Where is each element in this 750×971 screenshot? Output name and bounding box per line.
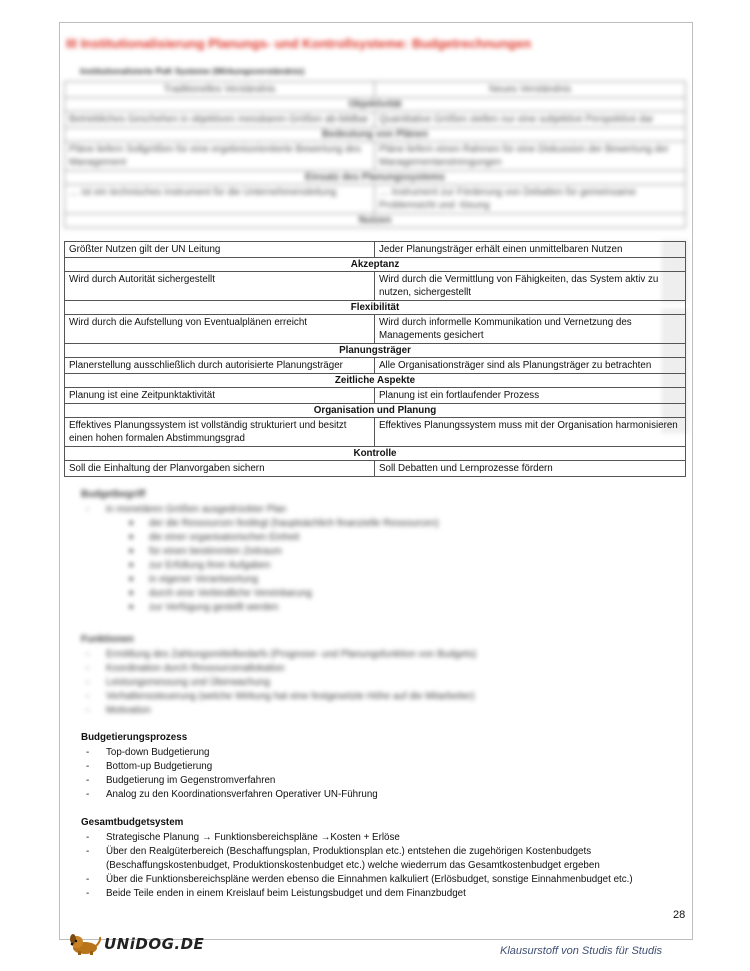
table-cell: Planung ist eine Zeitpunktaktivität bbox=[65, 388, 375, 404]
list-item: - Bottom-up Budgetierung bbox=[81, 760, 378, 774]
page-number: 28 bbox=[673, 909, 686, 921]
table-row bbox=[65, 272, 686, 301]
section-title: Objektivität bbox=[65, 98, 686, 112]
section-title: Planungsträger bbox=[65, 344, 686, 358]
funktionen-heading: Funktionen bbox=[81, 634, 134, 645]
watermark: ████ ████████ bbox=[663, 240, 688, 434]
dog-icon bbox=[68, 933, 102, 955]
list-item: - in monetären Größen ausgedrückter Plan bbox=[81, 503, 439, 517]
table-row bbox=[65, 142, 686, 171]
table-cell: Pläne liefern Sollgrößen für eine ergebnisorientierte Bewertung des Management bbox=[65, 142, 375, 171]
list-subitem: ■ zur Erfüllung ihrer Aufgaben bbox=[81, 559, 439, 573]
footer-note: Klausurstoff von Studis für Studis bbox=[500, 945, 663, 957]
page-subtitle: Institutionalisierte PuK Systeme (Wirkungsverständnis) bbox=[80, 66, 305, 76]
budgetierungsprozess-heading: Budgetierungsprozess bbox=[81, 732, 188, 743]
section-title: Bedeutung von Plänen bbox=[65, 128, 686, 142]
list-subitem: ■ die einer organisatorischen Einheit bbox=[81, 531, 439, 545]
table-cell: Quantitative Größen stellen nur eine subjektive Perspektive dar bbox=[375, 112, 686, 128]
list-item: - Budgetierung im Gegenstromverfahren bbox=[81, 774, 378, 788]
table-cell: Alle Organisationsträger sind als Planungsträger zu betrachten bbox=[375, 358, 686, 374]
list-subitem: ■ der die Ressourcen festlegt (hauptsächlich finanzielle Ressourcen) bbox=[81, 517, 439, 531]
budgetbegriff-section bbox=[81, 488, 439, 615]
budgetierungsprozess-section bbox=[81, 731, 378, 802]
table-cell: Wird durch Autorität sichergestellt bbox=[65, 272, 375, 301]
table-cell: Soll Debatten und Lernprozesse fördern bbox=[375, 461, 686, 477]
table-header-row bbox=[65, 82, 686, 98]
list-item: - Über den Realgüterbereich (Beschaffungsplan, Produktionsplan etc.) entstehen die zugehörigen Kostenbudgets (Beschaffungskostenbudget, Produktionskostenbudget etc.) welche wiederrum das Gesamtkostenbudget ergeben bbox=[81, 845, 681, 873]
list-item: - Analog zu den Koordinationsverfahren Operativer UN-Führung bbox=[81, 788, 378, 802]
list-item: - Ermittlung des Zahlungsmittelbedarfs (Prognose- und Planungsfunktion von Budgets) bbox=[81, 648, 476, 662]
table-row bbox=[65, 112, 686, 128]
page-title: III Institutionalisierung Planungs- und Kontrollsysteme: Budgetrechnungen bbox=[66, 36, 532, 51]
header-traditional: Traditionelles Verständnis bbox=[65, 82, 375, 98]
table-cell: Pläne liefern einen Rahmen für eine Diskussion der Bewertung der Managementanstrengungen bbox=[375, 142, 686, 171]
list-subitem: ■ zur Verfügung gestellt werden bbox=[81, 601, 439, 615]
list-item: - Motivation bbox=[81, 704, 476, 718]
table-row bbox=[65, 315, 686, 344]
list-subitem: ■ in eigener Verantwortung bbox=[81, 573, 439, 587]
table-cell: Planerstellung ausschließlich durch autorisierte Planungsträger bbox=[65, 358, 375, 374]
table-cell: Effektives Planungssystem ist vollständig strukturiert und besitzt einen hohen formalen Abstimmungsgrad bbox=[65, 418, 375, 447]
section-title: Flexibilität bbox=[65, 301, 686, 315]
list-subitem: ■ für einen bestimmten Zeitraum bbox=[81, 545, 439, 559]
table-cell: Effektives Planungssystem muss mit der Organisation harmonisieren bbox=[375, 418, 686, 447]
gesamtbudgetsystem-section bbox=[81, 816, 681, 901]
table-cell: Betriebliches Geschehen in objektiven messbaren Größen ab-bildbar bbox=[65, 112, 375, 128]
list-item: - Leistungsmessung und Überwachung bbox=[81, 676, 476, 690]
list-item: - Top-down Budgetierung bbox=[81, 746, 378, 760]
section-title: Einsatz des Planungssystems bbox=[65, 171, 686, 185]
section-title: Zeitliche Aspekte bbox=[65, 374, 686, 388]
budgetbegriff-heading: Budgetbegriff bbox=[81, 489, 146, 500]
list-item: - Koordination durch Ressourcenallokation bbox=[81, 662, 476, 676]
section-title: Akzeptanz bbox=[65, 258, 686, 272]
list-item: - Beide Teile enden in einem Kreislauf beim Leistungsbudget und dem Finanzbudget bbox=[81, 887, 681, 901]
table-cell: Soll die Einhaltung der Planvorgaben sichern bbox=[65, 461, 375, 477]
section-title: Nutzen bbox=[65, 214, 686, 228]
table-row bbox=[65, 461, 686, 477]
table-cell: Planung ist ein fortlaufender Prozess bbox=[375, 388, 686, 404]
list-subitem: ■ durch eine Verbindliche Vereinbarung bbox=[81, 587, 439, 601]
section-title: Organisation und Planung bbox=[65, 404, 686, 418]
list-item: - Verhaltenssteuerung (welche Wirkung hat eine festgesetzte Höhe auf die Mitarbeiter) bbox=[81, 690, 476, 704]
list-item: - Strategische Planung → Funktionsbereichspläne →Kosten + Erlöse bbox=[81, 831, 681, 845]
table-cell: Jeder Planungsträger erhält einen unmittelbaren Nutzen bbox=[375, 242, 686, 258]
section-title: Kontrolle bbox=[65, 447, 686, 461]
gesamtbudgetsystem-heading: Gesamtbudgetsystem bbox=[81, 817, 184, 828]
table-row bbox=[65, 242, 686, 258]
header-new: Neues Verständnis bbox=[375, 82, 686, 98]
comparison-table-blurred bbox=[64, 81, 686, 228]
table-row bbox=[65, 388, 686, 404]
table-cell: … Instrument zur Förderung von Debatten für gemeinsame Problemsicht und -lösung bbox=[375, 185, 686, 214]
comparison-table bbox=[64, 241, 686, 477]
table-row bbox=[65, 418, 686, 447]
table-cell: Wird durch die Aufstellung von Eventualplänen erreicht bbox=[65, 315, 375, 344]
table-cell: … ist ein technisches Instrument für die Unternehmensleitung bbox=[65, 185, 375, 214]
unidog-logo[interactable] bbox=[68, 933, 204, 955]
table-row bbox=[65, 358, 686, 374]
table-cell: Größter Nutzen gilt der UN Leitung bbox=[65, 242, 375, 258]
funktionen-section bbox=[81, 633, 476, 718]
logo-text: UNiDOG.DE bbox=[104, 935, 205, 953]
table-cell: Wird durch die Vermittlung von Fähigkeiten, das System aktiv zu nutzen, sichergestellt bbox=[375, 272, 686, 301]
table-row bbox=[65, 185, 686, 214]
table-cell: Wird durch informelle Kommunikation und Vernetzung des Managements gesichert bbox=[375, 315, 686, 344]
list-item: - Über die Funktionsbereichspläne werden ebenso die Einnahmen kalkuliert (Erlösbudget, sonstige Einnahmenbudget etc.) bbox=[81, 873, 681, 887]
